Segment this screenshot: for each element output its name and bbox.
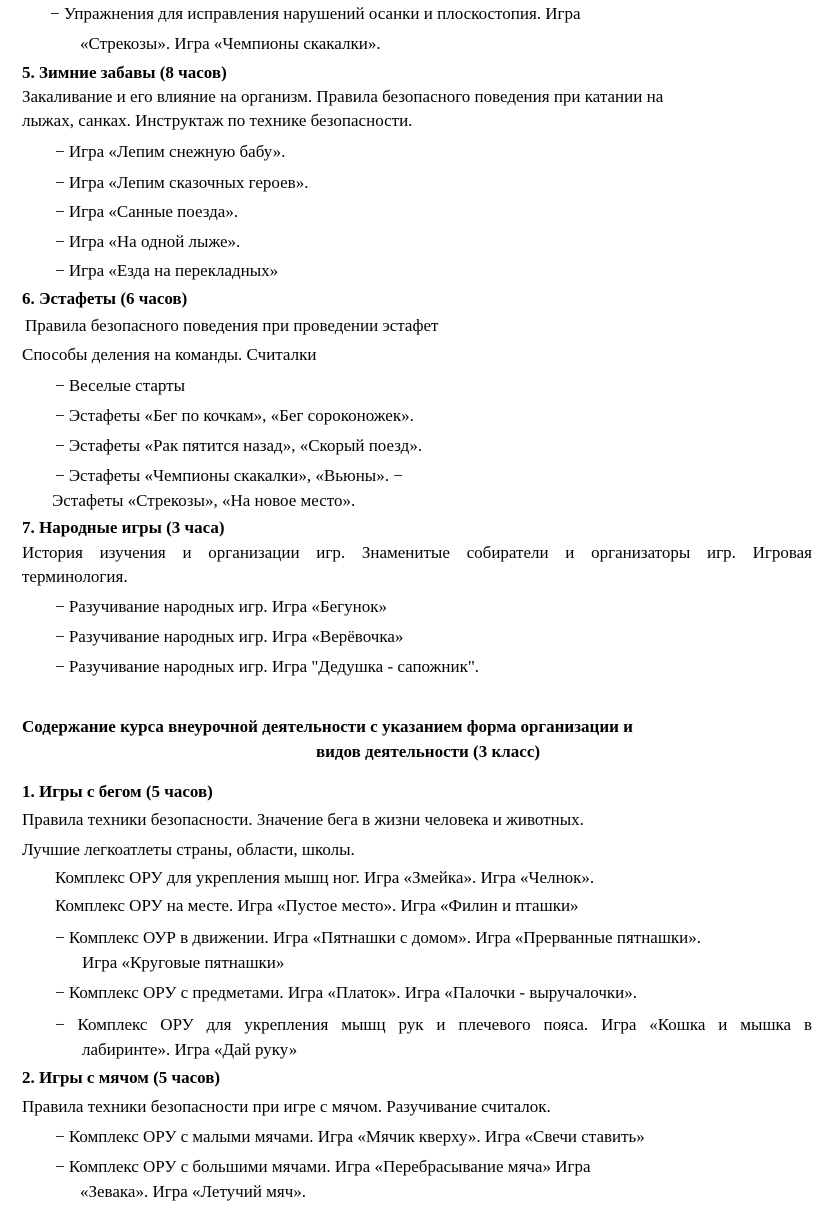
list-item-continuation: лабиринте». Игра «Дай руку» (82, 1040, 298, 1059)
list-item: − Эстафеты «Бег по кочкам», «Бег сороконожек». (55, 406, 414, 425)
section-heading: 6. Эстафеты (6 часов) (22, 289, 188, 308)
list-item: − Игра «Езда на перекладных» (55, 261, 279, 280)
paragraph: История изучения и организации игр. Знаменитые собиратели и организаторы игр. Игровая (22, 543, 812, 562)
course-title: Содержание курса внеурочной деятельности с указанием форма организации и (22, 717, 633, 736)
list-item-continuation: Игра «Круговые пятнашки» (82, 953, 285, 972)
course-title-line2: видов деятельности (3 класс) (315, 742, 541, 761)
list-item: − Комплекс ОРУ для укрепления мышц рук и плечевого пояса. Игра «Кошка и мышка в (55, 1015, 812, 1034)
list-item: − Комплекс ОРУ с предметами. Игра «Платок». Игра «Палочки - выручалочки». (55, 983, 637, 1002)
list-item: − Игра «Лепим сказочных героев». (55, 173, 309, 192)
section-heading: 5. Зимние забавы (8 часов) (22, 63, 227, 82)
list-item: − Игра «Лепим снежную бабу». (55, 142, 286, 161)
section-heading: 7. Народные игры (3 часа) (22, 518, 225, 537)
list-item: Комплекс ОРУ для укрепления мышц ног. Игра «Змейка». Игра «Челнок». (55, 868, 595, 887)
list-item: − Разучивание народных игр. Игра «Верёвочка» (55, 627, 404, 646)
list-item: − Упражнения для исправления нарушений осанки и плоскостопия. Игра (50, 4, 581, 23)
section-heading: 1. Игры с бегом (5 часов) (22, 782, 213, 801)
list-item: − Разучивание народных игр. Игра "Дедушка - сапожник". (55, 657, 480, 676)
list-item: − Веселые старты (55, 376, 185, 395)
paragraph: Правила техники безопасности. Значение бега в жизни человека и животных. (22, 810, 584, 829)
paragraph: лыжах, санках. Инструктаж по технике безопасности. (22, 111, 413, 130)
list-item: − Эстафеты «Рак пятится назад», «Скорый поезд». (55, 436, 423, 455)
list-item: − Комплекс ОУР в движении. Игра «Пятнашки с домом». Игра «Прерванные пятнашки». (55, 928, 702, 947)
list-item-continuation: Эстафеты «Стрекозы», «На новое место». (52, 491, 356, 510)
list-item: − Комплекс ОРУ с большими мячами. Игра «Перебрасывание мяча» Игра (55, 1157, 591, 1176)
list-item: − Эстафеты «Чемпионы скакалки», «Вьюны». − (55, 466, 403, 485)
list-item: Комплекс ОРУ на месте. Игра «Пустое место». Игра «Филин и пташки» (55, 896, 579, 915)
paragraph: Способы деления на команды. Считалки (22, 345, 317, 364)
paragraph: Закаливание и его влияние на организм. Правила безопасного поведения при катании на (22, 87, 664, 106)
paragraph: Лучшие легкоатлеты страны, области, школы. (22, 840, 355, 859)
list-item-continuation: «Стрекозы». Игра «Чемпионы скакалки». (80, 34, 381, 53)
list-item-continuation: «Зевака». Игра «Летучий мяч». (80, 1182, 307, 1201)
section-heading: 2. Игры с мячом (5 часов) (22, 1068, 221, 1087)
paragraph: Правила техники безопасности при игре с мячом. Разучивание считалок. (22, 1097, 551, 1116)
list-item: − Комплекс ОРУ с малыми мячами. Игра «Мячик кверху». Игра «Свечи ставить» (55, 1127, 645, 1146)
paragraph: терминология. (22, 567, 128, 586)
paragraph: Правила безопасного поведения при проведении эстафет (25, 316, 439, 335)
list-item: − Игра «На одной лыже». (55, 232, 241, 251)
list-item: − Игра «Санные поезда». (55, 202, 239, 221)
list-item: − Разучивание народных игр. Игра «Бегунок» (55, 597, 388, 616)
